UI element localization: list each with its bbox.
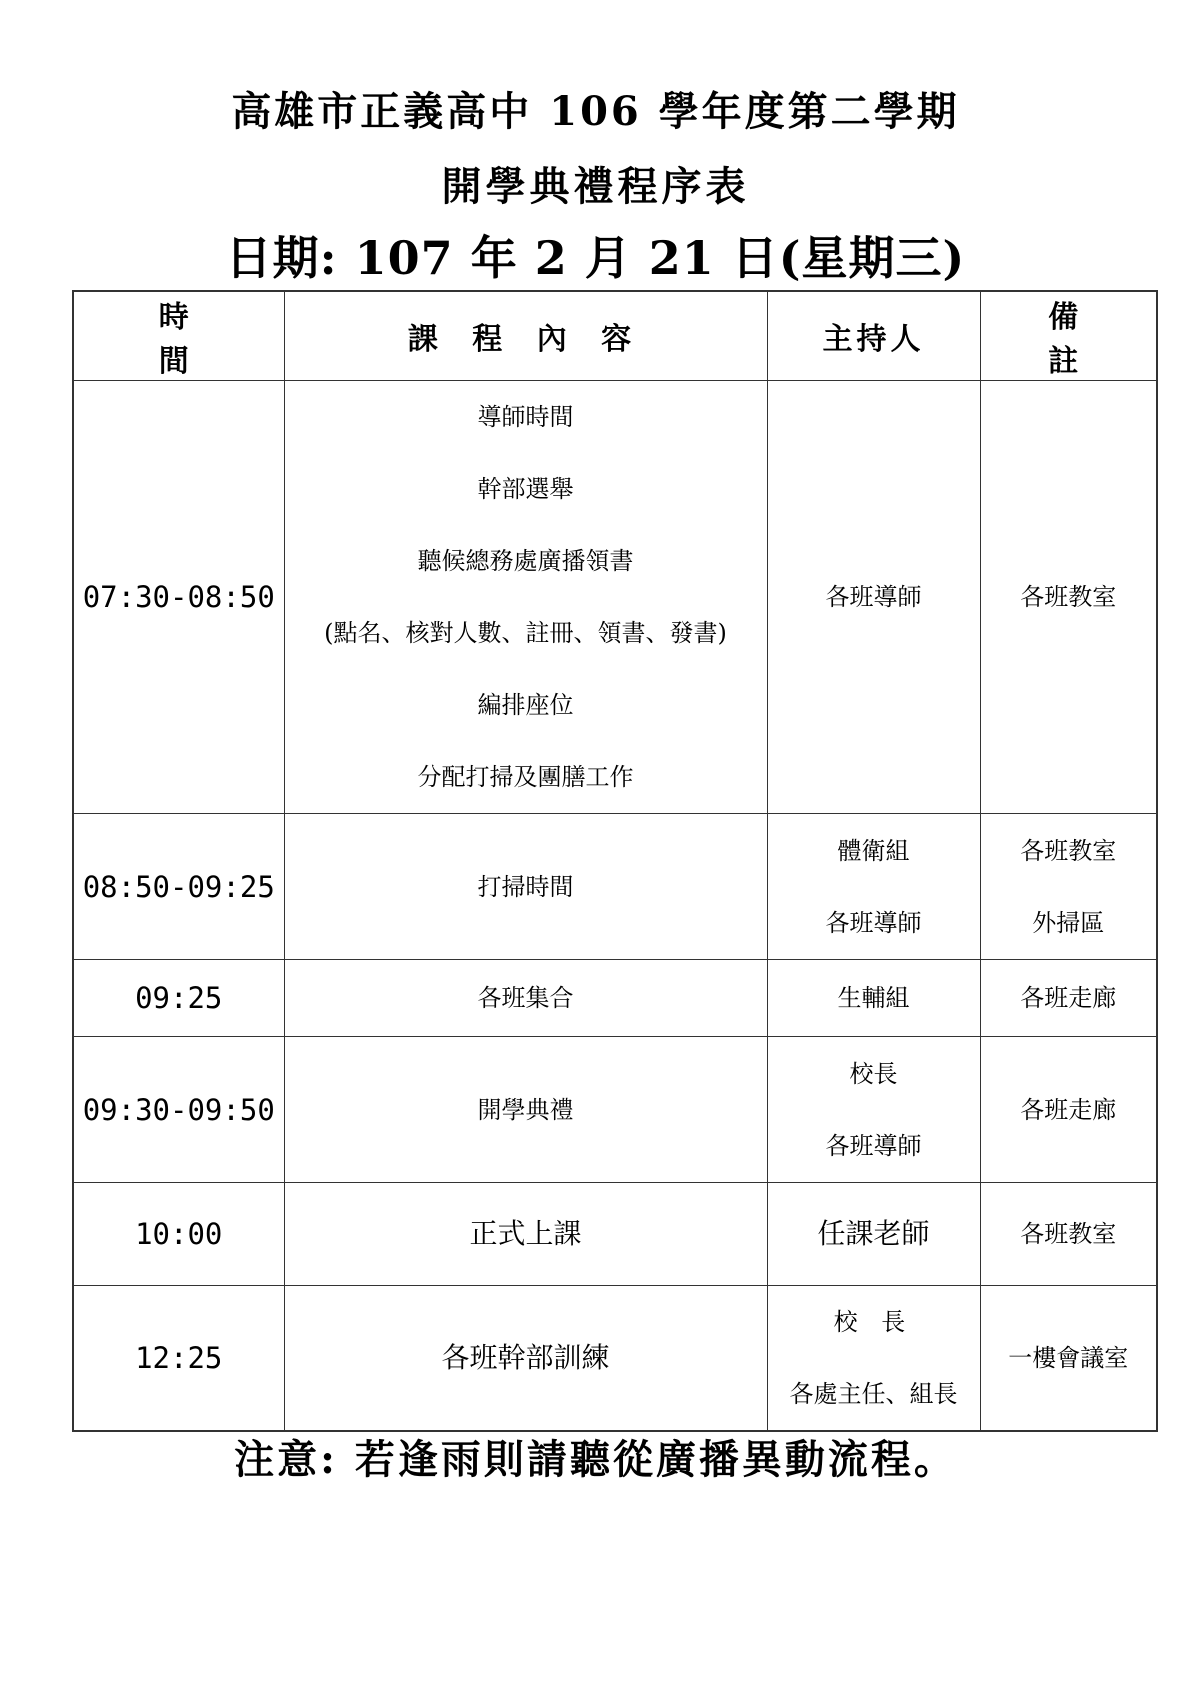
content-cell: [284, 381, 767, 814]
content-cell: [284, 1037, 767, 1183]
remark-cell: [980, 960, 1157, 1037]
time-cell: 09:25: [73, 960, 284, 1037]
table-row: [73, 1286, 1157, 1432]
rain-notice: 注意: 若逢雨則請聽從廣播異動流程。: [234, 1436, 957, 1483]
content-line: 各班集合: [477, 984, 574, 1012]
time-cell: 09:30-09:50: [73, 1037, 284, 1183]
remark-cell: [980, 814, 1157, 960]
content-line: 編排座位: [477, 691, 574, 719]
host-cell: [767, 960, 980, 1037]
host-cell: [767, 1183, 980, 1286]
time-cell: 12:25: [73, 1286, 284, 1432]
host-line: 體衛組: [837, 836, 910, 865]
time-cell: 10:00: [73, 1183, 284, 1286]
time-cell: 07:30-08:50: [73, 381, 284, 814]
remark-line: 一樓會議室: [1008, 1344, 1129, 1372]
host-line: 各處主任、組長: [789, 1380, 958, 1408]
table-row: [73, 814, 1157, 960]
host-line: 各班導師: [825, 908, 922, 937]
host-line: 校 長: [833, 1308, 914, 1336]
content-cell: [284, 1183, 767, 1286]
remark-line: 各班教室: [1020, 836, 1117, 865]
remark-cell: [980, 1037, 1157, 1183]
column-header-host: 主持人: [767, 291, 980, 381]
content-line: 開學典禮: [477, 1095, 574, 1124]
host-line: 校長: [849, 1059, 898, 1088]
table-row: [73, 1183, 1157, 1286]
content-cell: [284, 960, 767, 1037]
column-header-content: 課 程 內 容: [284, 291, 767, 381]
content-line: 打掃時間: [477, 872, 574, 901]
column-header-remark: 備 註: [980, 291, 1157, 381]
host-line: 各班導師: [825, 1131, 922, 1160]
schedule-table: [72, 290, 1158, 1432]
remark-line: 外掃區: [1032, 908, 1105, 937]
content-cell: [284, 1286, 767, 1432]
content-line: 正式上課: [469, 1217, 582, 1250]
host-cell: [767, 1286, 980, 1432]
remark-cell: [980, 1183, 1157, 1286]
page-subtitle: 開學典禮程序表: [441, 163, 750, 210]
host-cell: [767, 1037, 980, 1183]
page-title: 高雄市正義高中 106 學年度第二學期: [231, 88, 960, 135]
remark-line: 各班走廊: [1020, 984, 1117, 1012]
content-line: (點名、核對人數、註冊、領書、發書): [324, 619, 727, 647]
remark-line: 各班教室: [1020, 583, 1117, 611]
table-row: [73, 960, 1157, 1037]
host-cell: [767, 381, 980, 814]
remark-cell: [980, 1286, 1157, 1432]
remark-line: 各班走廊: [1020, 1095, 1117, 1124]
remark-cell: [980, 381, 1157, 814]
content-line: 各班幹部訓練: [441, 1341, 610, 1374]
content-line: 分配打掃及團膳工作: [417, 763, 634, 791]
host-line: 任課老師: [817, 1217, 930, 1250]
content-cell: [284, 814, 767, 960]
table-header-row: [73, 291, 1157, 381]
table-row: [73, 1037, 1157, 1183]
content-line: 幹部選舉: [477, 475, 574, 503]
table-row: [73, 381, 1157, 814]
column-header-time: 時 間: [73, 291, 284, 381]
content-line: 導師時間: [477, 403, 574, 431]
host-cell: [767, 814, 980, 960]
content-line: 聽候總務處廣播領書: [417, 547, 634, 575]
host-line: 各班導師: [825, 583, 922, 611]
event-date: 日期: 107 年 2 月 21 日(星期三): [225, 231, 966, 285]
time-cell: 08:50-09:25: [73, 814, 284, 960]
host-line: 生輔組: [837, 984, 910, 1012]
remark-line: 各班教室: [1020, 1220, 1117, 1248]
